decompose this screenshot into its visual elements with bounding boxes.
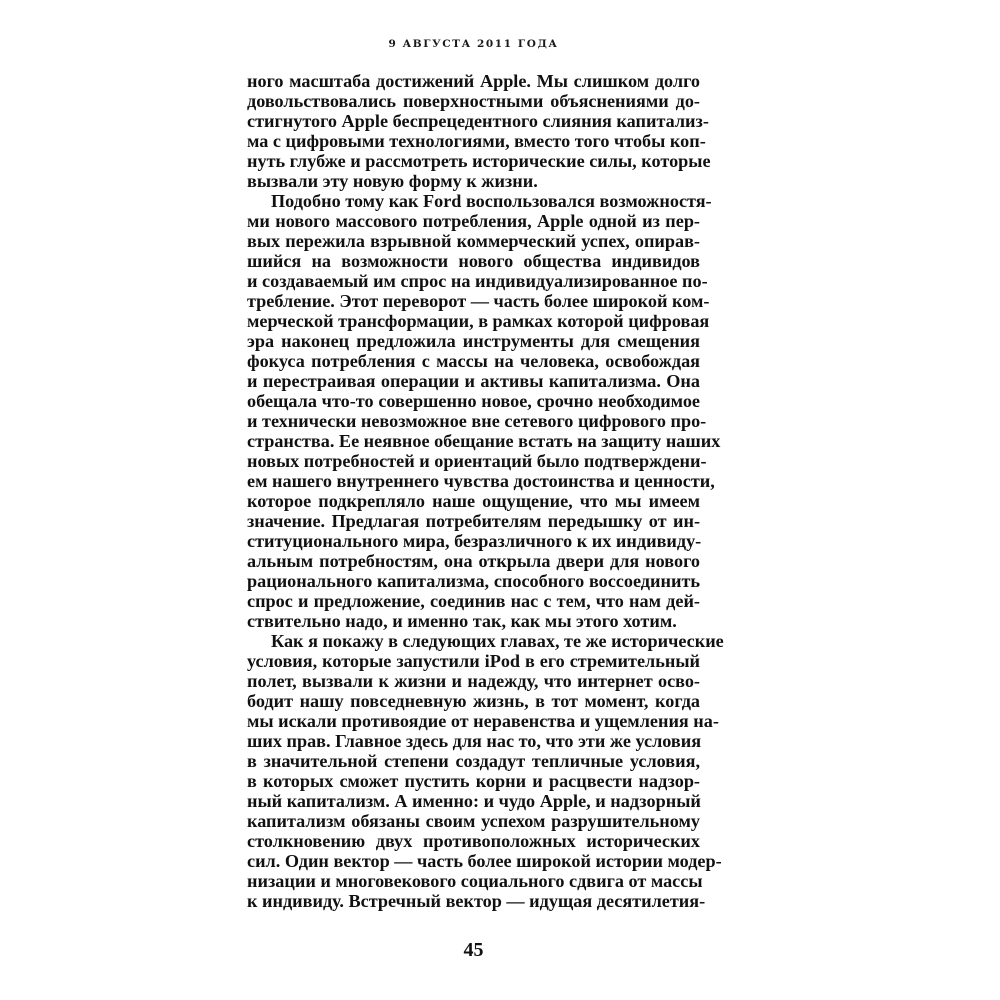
text-line: капитализм обязаны своим успехом разрушительному <box>247 811 700 831</box>
text-line: и технически невозможное вне сетевого цифрового про- <box>247 411 707 431</box>
text-line: в которых сможет пустить корни и расцвести надзор- <box>247 771 700 791</box>
text-line: эра наконец предложила инструменты для смещения <box>247 331 700 351</box>
text-line: столкновению двух противоположных исторических <box>247 831 700 851</box>
text-line: ституционального мира, безразличного к их индивиду- <box>247 531 702 551</box>
text-line: мерческой трансформации, в рамках которой цифровая <box>247 311 710 331</box>
text-line: бодит нашу повседневную жизнь, в тот момент, когда <box>247 691 700 711</box>
text-line: фокуса потребления с массы на человека, освобождая <box>247 351 700 371</box>
text-line: низации и многовекового социального сдвига от массы <box>247 871 703 891</box>
text-line: и перестраивая операции и активы капитализма. Она <box>247 371 700 391</box>
text-line: ем нашего внутреннего чувства достоинства и ценности, <box>247 471 715 491</box>
page-number: 45 <box>463 939 484 961</box>
text-line: Подобно тому как Ford воспользовался возможностя- <box>271 191 712 211</box>
text-line: рационального капитализма, способного воссоединить <box>247 571 700 591</box>
text-line: ного масштаба достижений Apple. Мы слишком долго <box>247 71 700 91</box>
text-line: спрос и предложение, соединив нас с тем, что нам дей- <box>247 591 700 611</box>
text-line: альным потребностям, она открыла двери для нового <box>247 551 700 571</box>
text-line: ми нового массового потребления, Apple одной из пер- <box>247 211 700 231</box>
text-line: в значительной степени создадут тепличные условия, <box>247 751 700 771</box>
text-line: довольствовались поверхностными объяснениями до- <box>247 91 700 111</box>
text-line: ма с цифровыми технологиями, вместо того чтобы коп- <box>247 131 706 151</box>
text-line: сил. Один вектор — часть более широкой истории модер- <box>247 851 722 871</box>
text-line: шийся на возможности нового общества индивидов <box>247 251 700 271</box>
paragraph-3 <box>247 631 724 911</box>
text-line: Как я покажу в следующих главах, те же исторические <box>271 631 724 651</box>
running-head: 9 АВГУСТА 2011 ГОДА <box>388 38 559 50</box>
text-line: обещала что-то совершенно новое, срочно необходимое <box>247 391 700 411</box>
text-line: нуть глубже и рассмотреть исторические силы, которые <box>247 151 711 171</box>
text-line: условия, которые запустили iPod в его стремительный <box>247 651 700 671</box>
text-line: мы искали противоядие от неравенства и ущемления на- <box>247 711 719 731</box>
text-line: требление. Этот переворот — часть более широкой ком- <box>247 291 710 311</box>
text-line: значение. Предлагая потребителям передышку от ин- <box>247 511 700 531</box>
text-line: и создаваемый им спрос на индивидуализированное по- <box>247 271 708 291</box>
text-line: вызвали эту новую форму к жизни. <box>247 171 538 191</box>
text-line: странства. Ее неявное обещание встать на защиту наших <box>247 431 721 451</box>
text-line: которое подкрепляло наше ощущение, что мы имеем <box>247 491 700 511</box>
paragraph-2 <box>247 191 721 631</box>
text-line: к индивиду. Встречный вектор — идущая десятилетия- <box>247 891 706 911</box>
text-line: ствительно надо, и именно так, как мы этого хотим. <box>247 611 677 631</box>
text-line: ших прав. Главное здесь для нас то, что эти же условия <box>247 731 702 751</box>
text-line: вых пережила взрывной коммерческий успех, опирав- <box>247 231 700 251</box>
paragraph-1 <box>247 71 711 191</box>
text-line: ный капитализм. А именно: и чудо Apple, и надзорный <box>247 791 701 811</box>
text-line: стигнутого Apple беспрецедентного слияния капитализ- <box>247 111 709 131</box>
text-line: полет, вызвали к жизни и надежду, что интернет осво- <box>247 671 700 691</box>
text-line: новых потребностей и ориентаций было подтверждени- <box>247 451 707 471</box>
body-text <box>247 71 724 911</box>
